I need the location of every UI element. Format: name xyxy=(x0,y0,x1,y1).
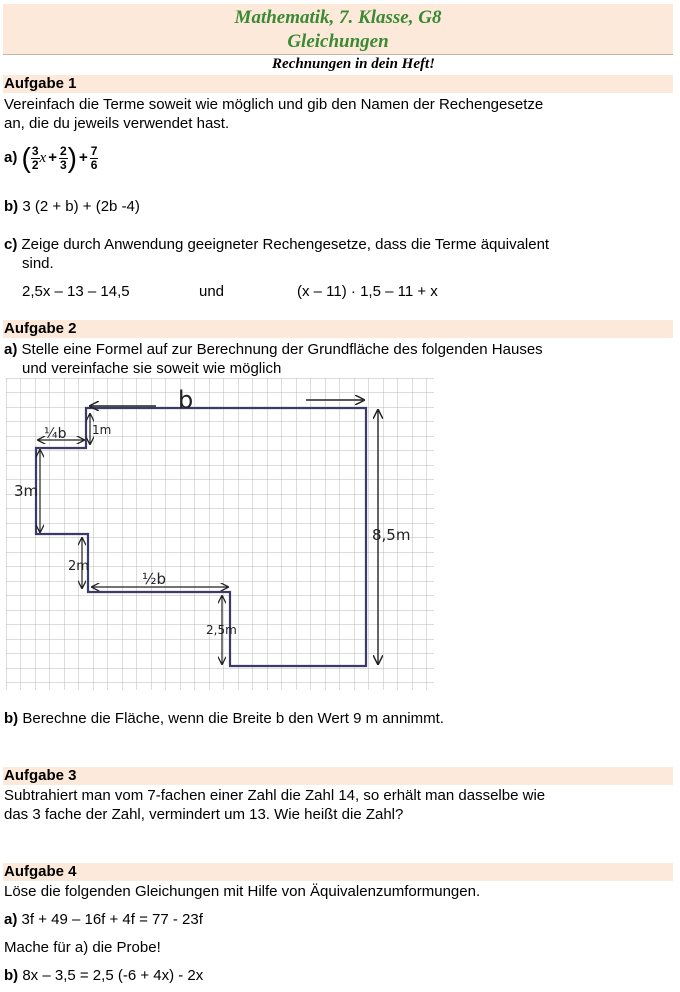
task-1c-line2: sind. xyxy=(22,255,54,272)
open-paren: ( xyxy=(21,142,31,174)
fraction-7-6: $\frac{7}{6}$ xyxy=(90,143,98,172)
task-1c xyxy=(4,235,549,254)
task-4-intro: Löse die folgenden Gleichungen mit Hilfe von Äquivalenzumformungen. xyxy=(4,883,481,900)
label-1m: 1m xyxy=(92,423,112,437)
task-2-heading: Aufgabe 2 xyxy=(3,320,673,338)
task-3-line1: Subtrahiert man vom 7-fachen einer Zahl die Zahl 14, so erhält man dasselbe wie xyxy=(4,787,546,804)
task-1b-text: 3 (2 + b) + (2b -4) xyxy=(22,198,140,215)
task-1a-label: a) xyxy=(4,149,18,167)
task-1c-label: c) xyxy=(4,236,18,253)
term-1: 2,5x – 13 – 14,5 xyxy=(22,283,130,300)
label-2m: 2m xyxy=(68,559,89,574)
plus-sign: + xyxy=(78,149,88,167)
term-2: (x – 11) · 1,5 – 11 + x xyxy=(297,283,438,300)
fraction-2-3: $\frac{2}{3}$ xyxy=(59,143,67,172)
task-1b-label: b) xyxy=(4,198,19,215)
task-1a xyxy=(4,140,98,176)
task-1-heading: Aufgabe 1 xyxy=(3,75,673,93)
task-4b xyxy=(4,966,203,985)
task-3-heading: Aufgabe 3 xyxy=(3,767,673,785)
variable-x: x xyxy=(39,150,47,167)
task-4-probe: Mache für a) die Probe! xyxy=(4,939,161,956)
task-2a xyxy=(4,340,543,359)
label-2-5m: 2,5m xyxy=(206,623,237,637)
task-4b-label: b) xyxy=(4,967,19,984)
house-floorplan-figure xyxy=(6,378,434,690)
worksheet-title: Mathematik, 7. Klasse, G8 xyxy=(234,7,442,28)
task-3-line2: das 3 fache der Zahl, vermindert um 13. Wie heißt die Zahl? xyxy=(4,806,404,823)
task-1b xyxy=(4,197,140,216)
task-4-heading: Aufgabe 4 xyxy=(3,863,673,881)
task-1-intro-line2: an, die du jeweils verwendet hast. xyxy=(4,115,230,132)
task-2a-label: a) xyxy=(4,341,18,358)
task-4a xyxy=(4,910,203,929)
label-3m: 3m xyxy=(14,482,39,500)
label-quarter-b: ¼b xyxy=(44,426,67,442)
instruction-note: Rechnungen in dein Heft! xyxy=(272,56,435,72)
label-8-5m: 8,5m xyxy=(372,526,411,544)
und-word: und xyxy=(199,283,225,300)
plus-sign: + xyxy=(48,149,57,167)
task-4a-text: 3f + 49 – 16f + 4f = 77 - 23f xyxy=(21,911,203,928)
worksheet-topic: Gleichungen xyxy=(287,31,389,52)
fraction-3-2: $\frac{3}{2}$ xyxy=(31,143,39,172)
close-paren: ) xyxy=(67,142,77,174)
label-half-b: ½b xyxy=(142,570,167,588)
task-1-intro-line1: Vereinfach die Terme soweit wie möglich und gib den Namen der Rechengesetze xyxy=(4,96,544,113)
task-2b-text: Berechne die Fläche, wenn die Breite b den Wert 9 m annimmt. xyxy=(22,710,444,727)
task-2a-line2: und vereinfache sie soweit wie möglich xyxy=(22,360,282,377)
task-2b xyxy=(4,709,444,728)
task-2b-label: b) xyxy=(4,710,19,727)
worksheet-header xyxy=(3,4,673,55)
task-4a-label: a) xyxy=(4,911,18,928)
task-2a-line1: Stelle eine Formel auf zur Berechnung der Grundfläche des folgenden Hauses xyxy=(21,341,543,358)
task-4b-text: 8x – 3,5 = 2,5 (-6 + 4x) - 2x xyxy=(22,967,204,984)
label-b: b xyxy=(178,386,194,414)
task-1c-line1: Zeige durch Anwendung geeigneter Rechengesetze, dass die Terme äquivalent xyxy=(21,236,550,253)
